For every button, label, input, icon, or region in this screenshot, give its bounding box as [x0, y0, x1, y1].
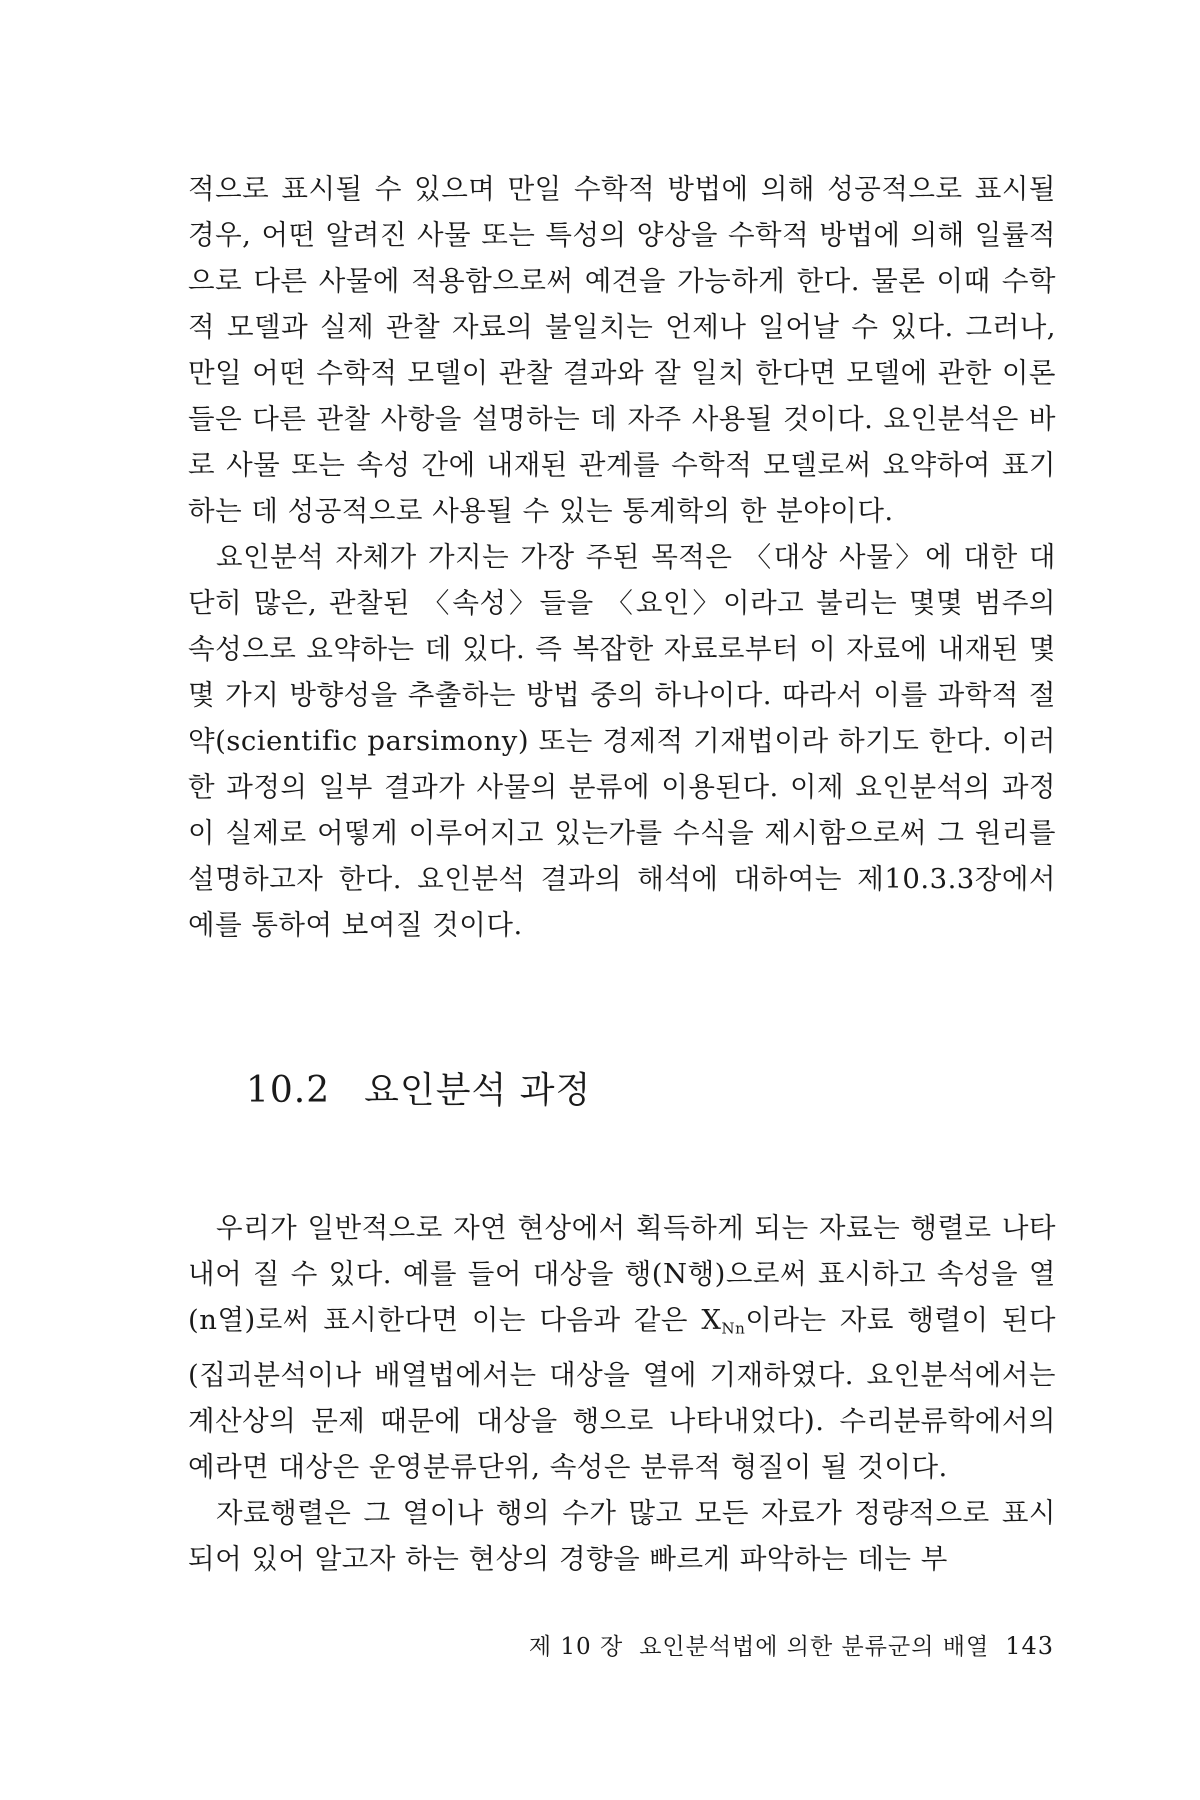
page-number: 143	[1005, 1632, 1054, 1660]
text-block-top	[188, 166, 1056, 948]
paragraph-3	[188, 1205, 1056, 1490]
section-heading	[246, 1062, 591, 1113]
matrix-symbol-base: X	[701, 1304, 722, 1336]
paragraph-3-text-a: 우리가 일반적으로 자연 현상에서 획득하게 되는 자료는 행렬로 나타내어 질 수 있다. 예를 들어 대상을 행(N행)으로써 표시하고 속성을 열(n열)로써 표시한다면 이는 다음과 같은	[188, 1212, 1056, 1336]
page-footer	[529, 1628, 1054, 1661]
footer-chapter-title: 요인분석법에 의한 분류군의 배열	[639, 1634, 990, 1660]
section-title: 요인분석 과정	[364, 1070, 592, 1111]
paragraph-1: 적으로 표시될 수 있으며 만일 수학적 방법에 의해 성공적으로 표시될 경우, 어떤 알려진 사물 또는 특성의 양상을 수학적 방법에 의해 일률적으로 다른 사물에 적용함으로써 예견을 가능하게 한다. 물론 이때 수학적 모델과 실제 관찰 자료의 불일치는 언제나 일어날 수 있다. 그러나, 만일 어떤 수학적 모델이 관찰 결과와 잘 일치 한다면 모델에 관한 이론들은 다른 관찰 사항을 설명하는 데 자주 사용될 것이다. 요인분석은 바로 사물 또는 속성 간에 내재된 관계를 수학적 모델로써 요약하여 표기하는 데 성공적으로 사용될 수 있는 통계학의 한 분야이다.	[188, 173, 1056, 527]
matrix-symbol	[701, 1304, 745, 1336]
paragraph-3-text-b: 이라는 자료 행렬이 된다(집괴분석이나 배열법에서는 대상을 열에 기재하였다. 요인분석에서는 계산상의 문제 때문에 대상을 행으로 나타내었다). 수리분류학에서의 예라면 대상은 운영분류단위, 속성은 분류적 형질이 될 것이다.	[188, 1304, 1056, 1483]
paragraph-2: 요인분석 자체가 가지는 가장 주된 목적은 〈대상 사물〉에 대한 대단히 많은, 관찰된 〈속성〉들을 〈요인〉이라고 불리는 몇몇 범주의 속성으로 요약하는 데 있다. 즉 복잡한 자료로부터 이 자료에 내재된 몇몇 가지 방향성을 추출하는 방법 중의 하나이다. 따라서 이를 과학적 절약(scientific parsimony) 또는 경제적 기재법이라 하기도 한다. 이러한 과정의 일부 결과가 사물의 분류에 이용된다. 이제 요인분석의 과정이 실제로 어떻게 이루어지고 있는가를 수식을 제시함으로써 그 원리를 설명하고자 한다. 요인분석 결과의 해석에 대하여는 제10.3.3장에서 예를 통하여 보여질 것이다.	[188, 541, 1056, 941]
section-number: 10.2	[246, 1070, 331, 1111]
paragraph-4: 자료행렬은 그 열이나 행의 수가 많고 모든 자료가 정량적으로 표시되어 있어 알고자 하는 현상의 경향을 빠르게 파악하는 데는 부	[188, 1496, 1056, 1575]
footer-chapter: 제 10 장	[528, 1634, 624, 1660]
matrix-symbol-subscript: Nn	[721, 1319, 746, 1338]
text-block-bottom	[188, 1205, 1056, 1582]
